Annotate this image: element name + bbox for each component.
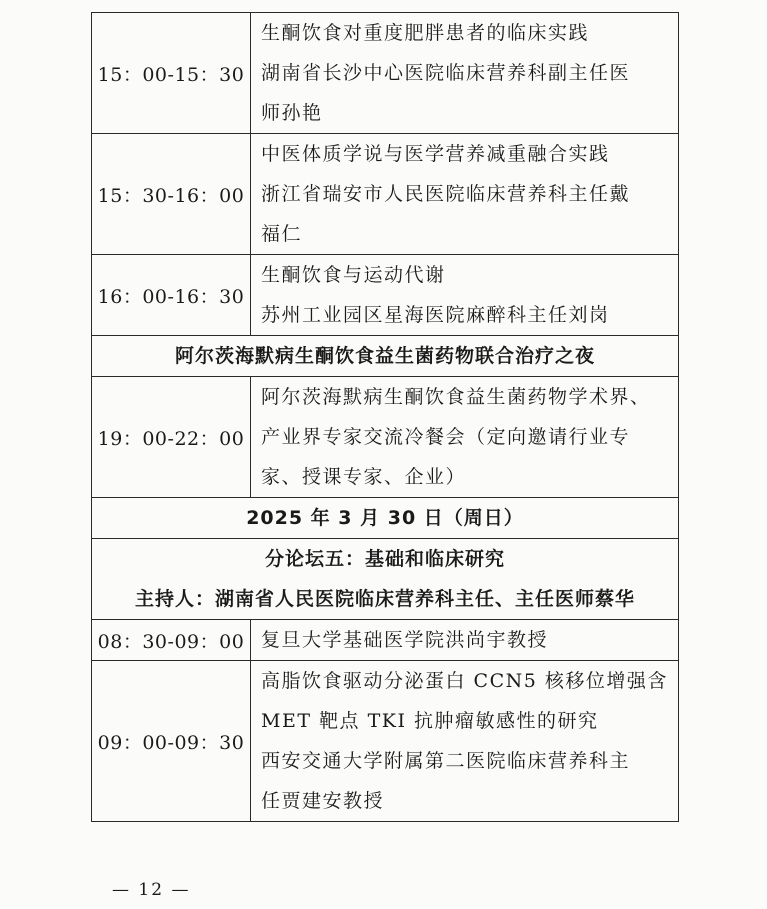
session-text-line: 西安交通大学附属第二医院临床营养科主: [261, 750, 631, 772]
session-text-line: 湖南省长沙中心医院临床营养科副主任医: [261, 62, 631, 84]
session-text-line: 阿尔茨海默病生酮饮食益生菌药物学术界、: [261, 386, 651, 408]
session-text-line: 浙江省瑞安市人民医院临床营养科主任戴: [261, 183, 631, 205]
banner-row: [92, 539, 679, 620]
schedule-table: [91, 12, 679, 822]
session-text-line: 师孙艳: [261, 102, 323, 124]
session-text-line: 生酮饮食对重度肥胖患者的临床实践: [261, 22, 590, 44]
session-content-cell: [251, 661, 679, 822]
banner-text: 主持人：湖南省人民医院临床营养科主任、主任医师蔡华: [134, 588, 635, 610]
session-text-line: 中医体质学说与医学营养减重融合实践: [261, 143, 610, 165]
session-text-line: 苏州工业园区星海医院麻醉科主任刘岗: [261, 304, 610, 326]
banner-text: 分论坛五：基础和临床研究: [264, 548, 505, 570]
banner-cell: [92, 336, 679, 377]
session-text-line: 复旦大学基础医学院洪尚宇教授: [261, 629, 549, 651]
time-cell: 15：30-16：00: [92, 134, 251, 255]
session-text-line: 产业界专家交流冷餐会（定向邀请行业专: [261, 426, 631, 448]
session-text-line: 福仁: [261, 223, 303, 245]
session-row: [92, 13, 679, 134]
banner-cell: [92, 539, 679, 620]
session-text-line: 家、授课专家、企业）: [261, 466, 467, 488]
time-cell: 15：00-15：30: [92, 13, 251, 134]
time-cell: 19：00-22：00: [92, 377, 251, 498]
banner-row: [92, 336, 679, 377]
session-text-line: 高脂饮食驱动分泌蛋白 CCN5 核移位增强含: [261, 670, 668, 692]
session-text-line: 任贾建安教授: [261, 790, 385, 812]
session-content-cell: [251, 377, 679, 498]
schedule-body: [92, 13, 679, 822]
session-row: [92, 620, 679, 661]
page-number: — 12 —: [112, 880, 191, 900]
session-content-cell: [251, 134, 679, 255]
session-content-cell: [251, 255, 679, 336]
session-content-cell: [251, 13, 679, 134]
time-cell: 16：00-16：30: [92, 255, 251, 336]
time-cell: 09：00-09：30: [92, 661, 251, 822]
time-cell: 08：30-09：00: [92, 620, 251, 661]
session-text-line: MET 靶点 TKI 抗肿瘤敏感性的研究: [261, 710, 599, 732]
session-row: [92, 661, 679, 822]
session-text-line: 生酮饮食与运动代谢: [261, 264, 446, 286]
banner-row: [92, 498, 679, 539]
banner-cell: [92, 498, 679, 539]
session-row: [92, 377, 679, 498]
banner-text: 阿尔茨海默病生酮饮食益生菌药物联合治疗之夜: [174, 345, 595, 367]
banner-text: 2025 年 3 月 30 日（周日）: [246, 507, 524, 529]
session-content-cell: [251, 620, 679, 661]
session-row: [92, 255, 679, 336]
session-row: [92, 134, 679, 255]
